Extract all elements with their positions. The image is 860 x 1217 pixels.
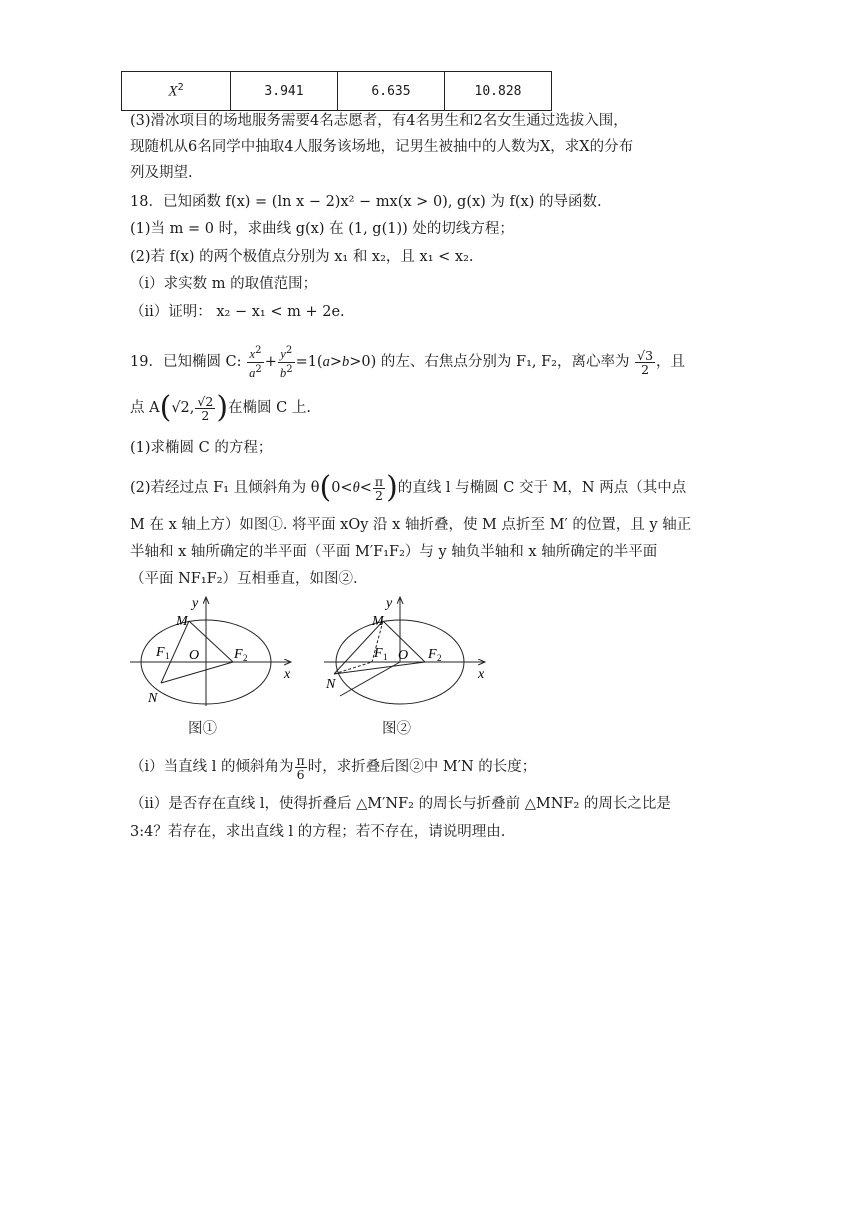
figure-2-caption: 图② bbox=[382, 721, 411, 737]
q19-intro: 19．已知椭圆 C: $\frac{x^2}{a^2}$ + $\frac{y^2}{b^2}$ =1(a>b>0) 的左、右焦点分别为 F₁, F₂，离心率为 $\frac{√3}{2}$ ，且 bbox=[130, 345, 686, 380]
q18-part1: (1)当 m = 0 时，求曲线 g(x) 在 (1, g(1)) 处的切线方程； bbox=[130, 221, 514, 237]
figure-1-caption: 图① bbox=[188, 721, 217, 737]
svg-text:F: F bbox=[234, 647, 243, 662]
q18-part2: (2)若 f(x) 的两个极值点分别为 x₁ 和 x₂，且 x₁ < x₂. bbox=[130, 249, 474, 265]
table-cell: 10.828 bbox=[445, 72, 552, 111]
q18-part2-ii: （ii）证明： x₂ − x₁ < m + 2e. bbox=[130, 304, 345, 320]
table-header-cell: $X^2$ bbox=[122, 72, 231, 111]
q18-intro: 18．已知函数 f(x) = (ln x − 2)x² − mx(x > 0), g(x) 为 f(x) 的导函数. bbox=[130, 194, 602, 210]
q19-point-a: 点 A(√2, $\frac{√2}{2}$ )在椭圆 C 上. bbox=[130, 390, 311, 425]
svg-text:O: O bbox=[189, 648, 200, 663]
svg-text:2: 2 bbox=[243, 653, 248, 663]
svg-text:M: M bbox=[372, 614, 384, 629]
x-over-a-fraction: $\frac{x^2}{a^2}$ bbox=[249, 345, 262, 380]
figure-1 bbox=[128, 594, 298, 714]
table-cell: 6.635 bbox=[338, 72, 445, 111]
svg-text:N: N bbox=[148, 691, 158, 706]
svg-text:2: 2 bbox=[437, 653, 442, 663]
svg-text:y: y bbox=[386, 596, 393, 611]
q19-part2-line2: M 在 x 轴上方）如图①. 将平面 xOy 沿 x 轴折叠，使 M 点折至 M′ 的位置，且 y 轴正 bbox=[130, 517, 692, 533]
svg-text:1: 1 bbox=[165, 651, 170, 661]
q19-part2-line1: (2)若经过点 F₁ 且倾斜角为 θ(0<θ< $\frac{\pi}{2}$ )的直线 l 与椭圆 C 交于 M，N 两点（其中点 bbox=[130, 470, 687, 505]
pi-over-six-fraction: $\frac{\pi}{6}$ bbox=[296, 752, 305, 782]
critical-value-table bbox=[121, 71, 552, 111]
svg-text:O: O bbox=[398, 648, 409, 663]
svg-text:x: x bbox=[478, 667, 485, 682]
pi-over-two-fraction: $\frac{\pi}{2}$ bbox=[374, 473, 384, 503]
svg-text:M: M bbox=[176, 614, 188, 629]
q19-part2-i: （i）当直线 l 的倾斜角为 $\frac{\pi}{6}$ 时，求折叠后图②中 M′N 的长度； bbox=[130, 752, 537, 782]
svg-text:F: F bbox=[374, 646, 383, 661]
q17-part3-line2: 现随机从6名同学中抽取4人服务该场地，记男生被抽中的人数为X，求X的分布 bbox=[130, 139, 634, 155]
svg-text:y: y bbox=[192, 596, 199, 611]
q17-part3-line1: (3)滑冰项目的场地服务需要4名志愿者，有4名男生和2名女生通过选拔入围， bbox=[130, 113, 628, 129]
y-over-b-fraction: $\frac{y^2}{b^2}$ bbox=[279, 345, 293, 380]
q19-part2-line3: 半轴和 x 轴所确定的半平面（平面 M′F₁F₂）与 y 轴负半轴和 x 轴所确定的半平面 bbox=[130, 544, 658, 560]
table-cell: 3.941 bbox=[231, 72, 338, 111]
q19-part2-line4: （平面 NF₁F₂）互相垂直，如图②. bbox=[130, 571, 358, 587]
q19-part2-ii-line1: （ii）是否存在直线 l，使得折叠后 △M′NF₂ 的周长与折叠前 △MNF₂ 的周长之比是 bbox=[130, 796, 671, 812]
svg-text:N: N bbox=[326, 677, 336, 692]
svg-text:F: F bbox=[428, 647, 437, 662]
q17-part3-line3: 列及期望. bbox=[130, 165, 193, 181]
q19-part2-ii-line2: 3:4？若存在，求出直线 l 的方程；若不存在，请说明理由. bbox=[130, 824, 506, 840]
q19-part1: (1)求椭圆 C 的方程； bbox=[130, 440, 273, 456]
point-a-fraction: $\frac{√2}{2}$ bbox=[197, 393, 214, 423]
svg-text:x: x bbox=[284, 667, 291, 682]
q18-part2-i: （i）求实数 m 的取值范围； bbox=[130, 276, 318, 292]
svg-text:F: F bbox=[156, 645, 165, 660]
figure-2 bbox=[322, 594, 492, 714]
table-row bbox=[122, 72, 552, 111]
svg-text:1: 1 bbox=[383, 652, 388, 662]
eccentricity-fraction: $\frac{√3}{2}$ bbox=[637, 347, 654, 377]
